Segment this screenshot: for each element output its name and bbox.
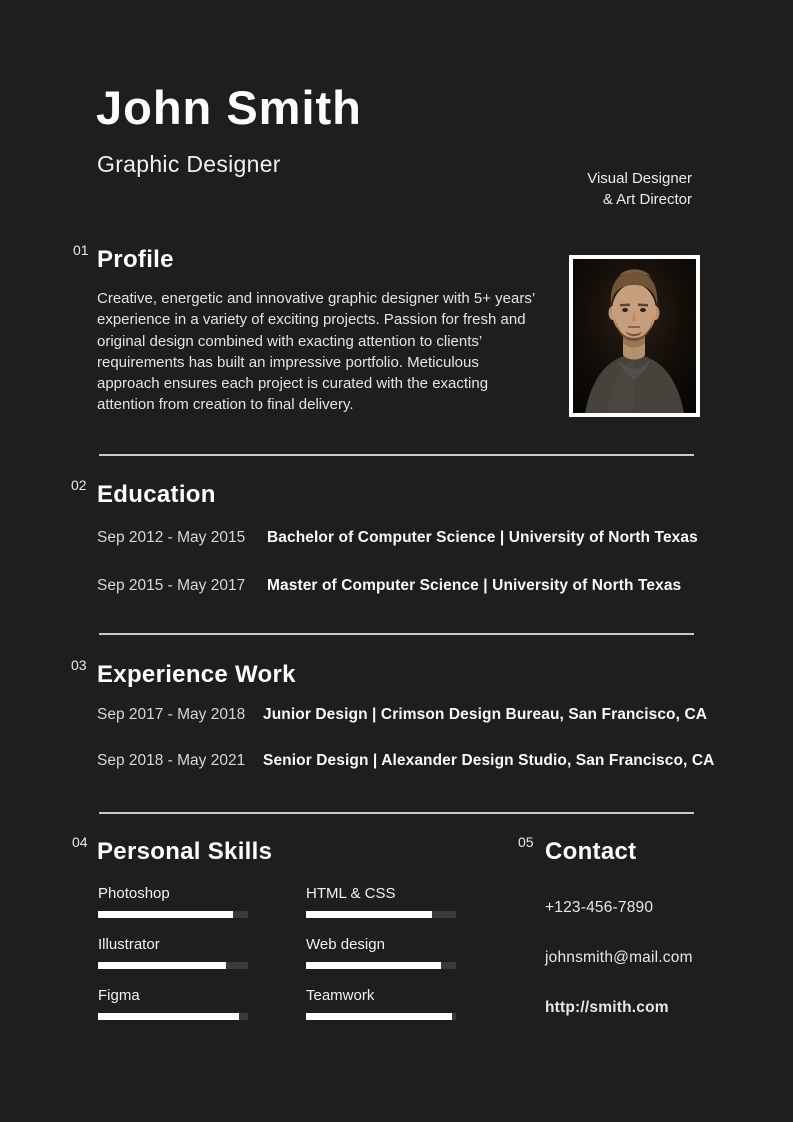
skill-bar	[306, 1013, 456, 1020]
divider-after-profile	[99, 454, 694, 456]
skills-section-title: Personal Skills	[97, 838, 273, 865]
skill-bar	[98, 1013, 248, 1020]
skill-bar-fill	[306, 962, 441, 969]
portrait-image	[573, 259, 696, 413]
education-dates: Sep 2015 - May 2017	[97, 577, 246, 594]
skill-item	[306, 987, 456, 1020]
skill-bar-fill	[306, 911, 432, 918]
skill-bar-fill	[306, 1013, 452, 1020]
skill-item	[98, 936, 248, 969]
experience-description: Junior Design | Crimson Design Bureau, San Francisco, CA	[263, 706, 708, 723]
contact-email: johnsmith@mail.com	[545, 949, 693, 966]
skill-bar	[98, 911, 248, 918]
education-row	[97, 577, 681, 595]
skill-label: Web design	[306, 936, 385, 953]
contact-phone: +123-456-7890	[545, 899, 654, 916]
skill-bar-fill	[98, 1013, 239, 1020]
tagline-line-2: & Art Director	[602, 191, 692, 208]
skill-bar	[306, 911, 456, 918]
skill-item	[306, 885, 456, 918]
profile-section-title: Profile	[97, 246, 174, 273]
profile-summary: Creative, energetic and innovative graphic designer with 5+ years’ experience in a variety of exciting projects. Passion for fresh and original design combined with exacting attention to clients’ requirements has built an impressive portfolio. Meticulous approach ensures each project is curated with the exacting attention from creation to final delivery.	[97, 290, 535, 414]
skill-bar	[98, 962, 248, 969]
skill-item	[306, 936, 456, 969]
contact-section-title: Contact	[545, 838, 637, 865]
experience-dates: Sep 2017 - May 2018	[97, 706, 246, 723]
experience-section-number: 03	[71, 657, 87, 673]
skill-label: Figma	[98, 987, 140, 1004]
education-section-title: Education	[97, 481, 216, 508]
skills-section-number: 04	[72, 834, 88, 850]
skill-bar	[306, 962, 456, 969]
contact-website: http://smith.com	[545, 999, 669, 1016]
education-description: Bachelor of Computer Science | University of North Texas	[267, 529, 698, 546]
person-role: Graphic Designer	[97, 151, 281, 177]
experience-row	[97, 752, 714, 770]
experience-dates: Sep 2018 - May 2021	[97, 752, 246, 769]
experience-description: Senior Design | Alexander Design Studio, San Francisco, CA	[263, 752, 715, 769]
experience-section-title: Experience Work	[97, 661, 296, 688]
education-section-number: 02	[71, 477, 87, 493]
skill-label: Photoshop	[98, 885, 170, 902]
education-description: Master of Computer Science | University of North Texas	[267, 577, 682, 594]
education-dates: Sep 2012 - May 2015	[97, 529, 246, 546]
contact-section-number: 05	[518, 834, 534, 850]
skill-label: HTML & CSS	[306, 885, 396, 902]
header-tagline	[587, 168, 692, 210]
experience-row	[97, 706, 707, 724]
profile-photo	[569, 255, 700, 417]
tagline-line-1: Visual Designer	[587, 170, 692, 187]
education-row	[97, 529, 698, 547]
skill-label: Illustrator	[98, 936, 160, 953]
skill-label: Teamwork	[306, 987, 375, 1004]
skill-item	[98, 987, 248, 1020]
skill-bar-fill	[98, 962, 226, 969]
profile-section-number: 01	[73, 242, 89, 258]
person-name: John Smith	[96, 81, 362, 134]
skill-item	[98, 885, 248, 918]
skill-bar-fill	[98, 911, 233, 918]
divider-after-experience	[99, 812, 694, 814]
divider-after-education	[99, 633, 694, 635]
